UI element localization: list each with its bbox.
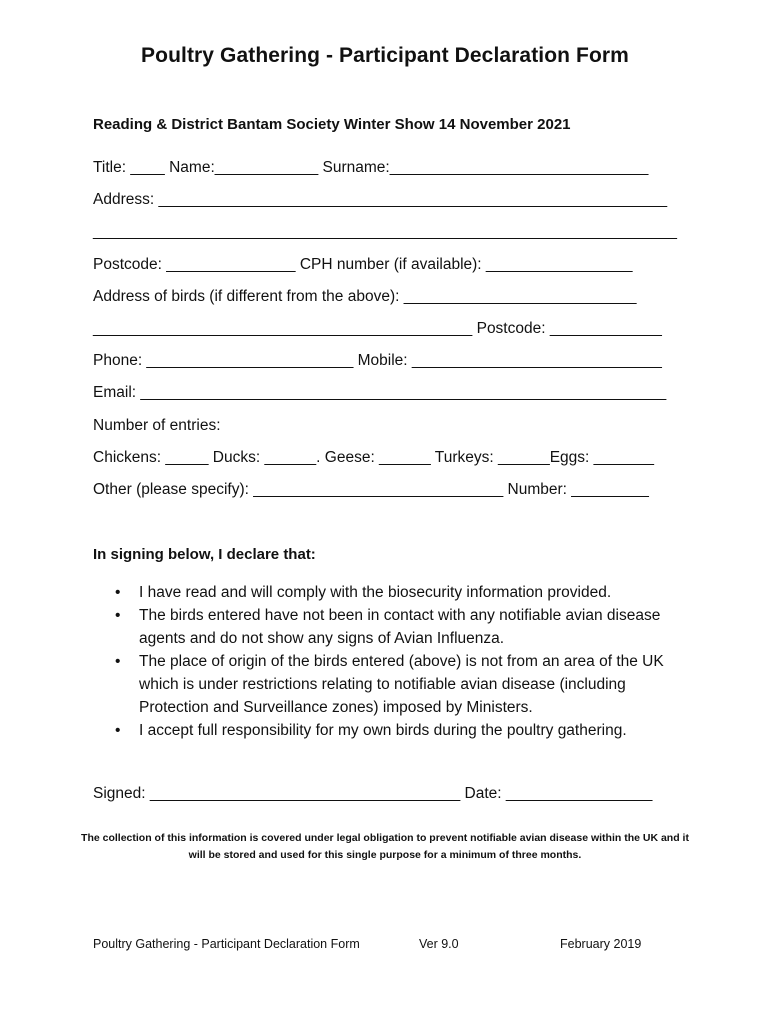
footer-date: February 2019 (560, 937, 642, 951)
bullet-icon: • (115, 607, 121, 624)
address-field[interactable]: Address: ___________________________________________________________ (93, 191, 668, 208)
signature-date-field[interactable]: Signed: ____________________________________ Date: _________________ (93, 785, 653, 802)
email-field[interactable]: Email: _____________________________________________________________ (93, 384, 667, 401)
bullet-icon: • (115, 584, 121, 601)
bullet-icon: • (115, 722, 121, 739)
declaration-item-text: I have read and will comply with the biosecurity information provided. (139, 584, 612, 601)
birds-address-field[interactable]: Address of birds (if different from the above): ___________________________ (93, 288, 637, 305)
declaration-list (93, 581, 693, 742)
birds-address-postcode-field[interactable]: ____________________________________________ Postcode: _____________ (93, 320, 662, 337)
postcode-cph-field[interactable]: Postcode: _______________ CPH number (if available): _________________ (93, 256, 633, 273)
declaration-item (93, 650, 693, 719)
number-of-entries-label: Number of entries: (93, 417, 221, 434)
declaration-heading: In signing below, I declare that: (93, 546, 316, 563)
event-name: Reading & District Bantam Society Winter Show 14 November 2021 (93, 116, 571, 133)
footer-doc-name: Poultry Gathering - Participant Declaration Form (93, 937, 360, 951)
phone-mobile-field[interactable]: Phone: ________________________ Mobile: _____________________________ (93, 352, 662, 369)
page-title: Poultry Gathering - Participant Declaration Form (141, 44, 629, 67)
bullet-icon: • (115, 653, 121, 670)
other-entries-field[interactable]: Other (please specify): _____________________________ Number: _________ (93, 481, 649, 498)
address-field-line-2[interactable]: _____________________________________________________________________ (93, 223, 677, 240)
declaration-item-text: I accept full responsibility for my own birds during the poultry gathering. (139, 722, 627, 739)
declaration-item (93, 604, 693, 650)
title-name-surname-field[interactable]: Title: ____ Name:____________ Surname:______________________________ (93, 159, 649, 176)
declaration-item (93, 719, 693, 742)
declaration-item-text: The place of origin of the birds entered (above) is not from an area of the UK which is under restrictions relating to notifiable avian disease (including Protection and Surveillance zones) imposed by Ministers. (139, 653, 664, 716)
footer-version: Ver 9.0 (419, 937, 459, 951)
entries-count-fields[interactable]: Chickens: _____ Ducks: ______. Geese: ______ Turkeys: ______Eggs: _______ (93, 449, 654, 466)
declaration-item-text: The birds entered have not been in contact with any notifiable avian disease agents and do not show any signs of Avian Influenza. (139, 607, 661, 647)
data-protection-notice: The collection of this information is covered under legal obligation to prevent notifiable avian disease within the UK and it will be stored and used for this single purpose for a minimum of three months. (81, 832, 689, 861)
declaration-item (93, 581, 693, 604)
